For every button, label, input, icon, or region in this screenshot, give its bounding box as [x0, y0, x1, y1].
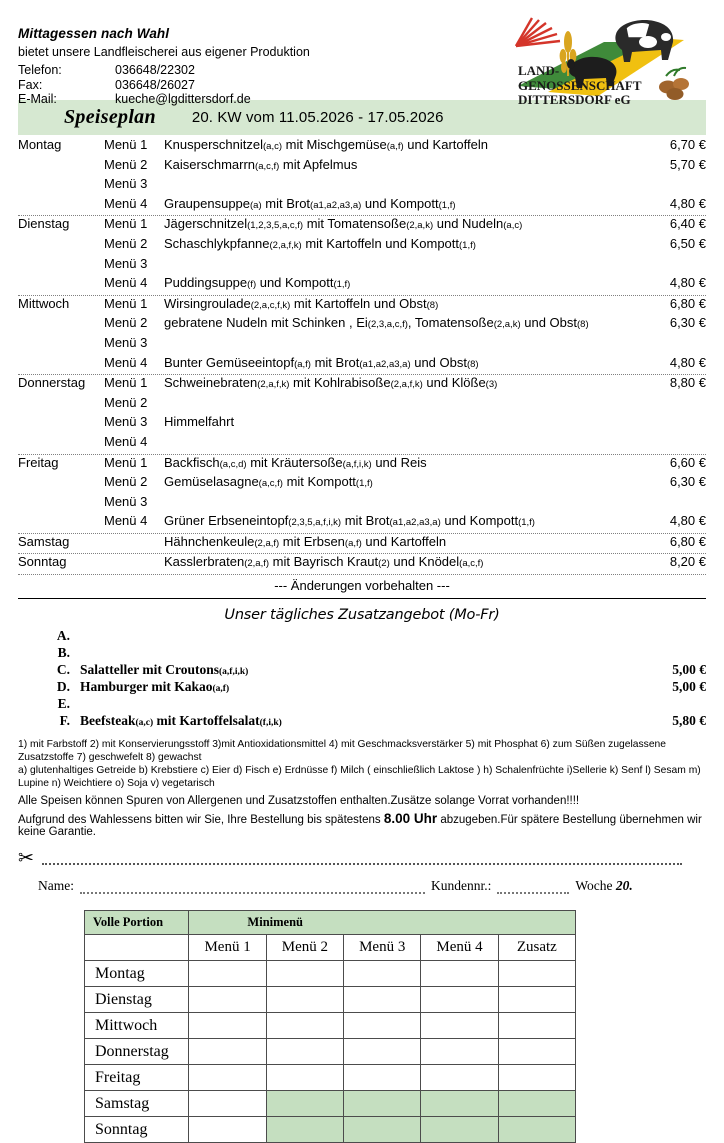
order-header-minimenue: Minimenü	[189, 911, 576, 935]
potatoes-icon	[659, 68, 689, 100]
menu-row	[18, 315, 706, 335]
menu-price: 6,60 €	[669, 454, 706, 470]
menu-row	[18, 355, 706, 375]
dish-text: Backfisch	[164, 454, 220, 470]
menu-number: Menü 4	[104, 195, 148, 211]
sun-rays-icon	[516, 18, 560, 46]
order-cell[interactable]	[266, 987, 343, 1013]
menu-dish	[164, 414, 644, 429]
telefon-value: 036648/22302	[115, 63, 195, 77]
allergen-code: (a)	[250, 199, 262, 211]
table-row	[85, 961, 576, 987]
allergen-code: (2,a,c,f,k)	[250, 299, 291, 311]
document-header	[18, 0, 706, 107]
zusatz-text: Salatteller mit Croutons	[80, 662, 219, 678]
allergen-code: (8)	[426, 299, 439, 311]
zusatz-name	[80, 662, 596, 678]
telefon-label: Telefon:	[18, 63, 62, 77]
cut-line	[18, 848, 706, 872]
dish-text: mit Kartoffeln und Obst	[290, 295, 427, 311]
menu-day-group	[18, 216, 706, 295]
dish-text: Himmelfahrt	[164, 414, 235, 430]
menu-day-name: Sonntag	[18, 554, 67, 570]
menu-number: Menü 3	[104, 493, 148, 509]
zusatz-letter: D.	[56, 679, 70, 695]
dish-text: gebratene Nudeln mit Schinken , Ei	[164, 315, 368, 331]
menu-row	[18, 137, 706, 157]
menu-number: Menü 4	[104, 513, 148, 529]
dish-text: mit Apfelmus	[279, 156, 358, 172]
menu-number: Menü 1	[104, 295, 148, 311]
allergen-code: (2,3,5,a,f,i,k)	[288, 517, 342, 529]
dish-text: und Kartoffeln	[403, 137, 488, 152]
order-cell[interactable]	[189, 1117, 266, 1143]
zusatz-row	[18, 713, 706, 730]
name-label: Name:	[38, 878, 74, 894]
menu-number: Menü 2	[104, 315, 148, 331]
dish-text: Gemüselasagne	[164, 474, 259, 490]
order-cell-disabled	[344, 1091, 421, 1117]
menu-dish	[164, 296, 644, 311]
allergen-code: (2,a,k)	[406, 220, 434, 232]
logo-line-3: DITTERSDORF eG	[518, 92, 631, 107]
menu-dish	[164, 375, 644, 390]
allergen-code: (f,i,k)	[259, 718, 282, 729]
allergen-code: (2,a,k)	[493, 319, 521, 331]
menu-row	[18, 554, 706, 574]
menu-day-name: Montag	[18, 137, 62, 152]
order-cell[interactable]	[421, 1013, 498, 1039]
dish-text: Kaiserschmarrn	[164, 156, 256, 172]
menu-day-name: Donnerstag	[18, 375, 86, 391]
order-table[interactable]	[84, 910, 576, 1143]
table-row	[85, 1013, 576, 1039]
order-table-title-row	[85, 911, 576, 935]
dish-text: Schweinebraten	[164, 375, 258, 391]
menu-day-group	[18, 455, 706, 534]
table-row	[85, 1091, 576, 1117]
order-cell[interactable]	[189, 1039, 266, 1065]
menu-price: 4,80 €	[669, 195, 706, 211]
speiseplan-week: 20. KW vom 11.05.2026 - 17.05.2026	[191, 109, 444, 126]
allergen-code: (3)	[485, 379, 498, 391]
allergen-code: (a,c,f)	[258, 478, 283, 490]
allergen-code: (a,f,i,k)	[219, 667, 249, 678]
dish-text: und Knödel	[389, 554, 460, 570]
allergen-code: (a,f)	[294, 358, 311, 370]
table-row	[85, 1039, 576, 1065]
menu-number: Menü 2	[104, 394, 148, 410]
allergen-code: (1,2,3,5,a,c,f)	[247, 220, 304, 232]
menu-row	[18, 455, 706, 475]
order-column-header: Menü 3	[344, 935, 421, 961]
divider	[18, 598, 706, 599]
allergen-code: (2,a,f)	[244, 558, 270, 570]
menu-price: 5,70 €	[669, 156, 706, 172]
order-cell[interactable]	[189, 1065, 266, 1091]
menu-number: Menü 3	[104, 334, 148, 350]
allergen-code: (2)	[378, 558, 390, 570]
order-table-column-header-row	[85, 935, 576, 961]
zusatz-name	[80, 713, 596, 729]
menu-dish	[164, 236, 644, 251]
order-cell-disabled	[266, 1117, 343, 1143]
order-header-volle-portion: Volle Portion	[85, 911, 189, 935]
menu-dish	[164, 355, 644, 370]
menu-price: 4,80 €	[669, 354, 706, 370]
menu-number: Menü 2	[104, 235, 148, 251]
woche-text: Woche	[575, 878, 616, 894]
order-column-header: Zusatz	[498, 935, 575, 961]
dish-text: und Obst	[410, 354, 467, 370]
order-deadline-warning	[18, 811, 706, 838]
order-row-day: Montag	[85, 961, 189, 987]
allergen-code: (f)	[247, 279, 257, 291]
dish-text: und Kompott	[361, 195, 439, 211]
order-cell[interactable]	[266, 1039, 343, 1065]
menu-price: 6,50 €	[669, 235, 706, 251]
menu-price: 4,80 €	[669, 275, 706, 291]
dish-text: mit Brot	[261, 195, 311, 211]
allergen-code: (a,c)	[135, 718, 154, 729]
allergen-code: (2,a,f,k)	[269, 239, 302, 251]
menu-day-name: Mittwoch	[18, 295, 70, 311]
allergen-code: (2,a,f)	[254, 537, 280, 549]
dish-text: Puddingsuppe	[164, 275, 248, 291]
order-row-day: Donnerstag	[85, 1039, 189, 1065]
order-cell-disabled	[266, 1091, 343, 1117]
menu-number: Menü 3	[104, 176, 148, 192]
order-column-header: Menü 2	[266, 935, 343, 961]
order-row-day: Sonntag	[85, 1117, 189, 1143]
zusatz-row	[18, 645, 706, 662]
email-value[interactable]: kueche@lgdittersdorf.de	[115, 92, 251, 106]
order-form-line	[18, 878, 706, 894]
menu-number: Menü 2	[104, 474, 148, 490]
allergen-code: (a,c,f)	[459, 558, 484, 570]
dish-text: mit Brot	[310, 354, 360, 370]
allergen-code: (a1,a2,a3,a)	[359, 358, 411, 370]
menu-dish	[164, 216, 644, 231]
dish-text: Wirsingroulade	[164, 295, 251, 311]
menu-price: 8,20 €	[669, 554, 706, 570]
order-cell[interactable]	[344, 1013, 421, 1039]
allergen-code: (a,c)	[263, 141, 282, 152]
allergen-code: (a,c)	[503, 220, 523, 232]
zusatz-text: Hamburger mit Kakao	[80, 679, 213, 695]
allergen-code: (a,f)	[386, 141, 404, 152]
table-row	[85, 1065, 576, 1091]
allergen-code: (1,f)	[438, 199, 456, 211]
order-row-day: Mittwoch	[85, 1013, 189, 1039]
deadline-time: 8.00 Uhr	[383, 811, 438, 827]
order-cell[interactable]	[344, 987, 421, 1013]
menu-price: 6,80 €	[669, 295, 706, 311]
menu-number: Menü 2	[104, 156, 148, 172]
zusatz-price: 5,00 €	[672, 662, 706, 678]
kundennr-input[interactable]	[497, 881, 569, 894]
menu-price: 6,30 €	[669, 315, 706, 331]
order-cell[interactable]	[421, 1065, 498, 1091]
fax-value: 036648/26027	[115, 77, 195, 92]
allergen-code: (1,f)	[333, 279, 351, 291]
menu-day-group	[18, 137, 706, 216]
allergen-code: (a1,a2,a3,a)	[389, 517, 441, 529]
zusatz-row	[18, 679, 706, 696]
menu-row	[18, 236, 706, 256]
allergen-code: (1,f)	[355, 478, 373, 490]
logo-line-1: LAND-	[518, 63, 560, 78]
zusatz-row	[18, 696, 706, 713]
dish-text: und Obst	[520, 315, 577, 331]
order-cell[interactable]	[498, 1065, 575, 1091]
allergen-code: (1,f)	[459, 239, 476, 251]
order-cell[interactable]	[189, 1013, 266, 1039]
order-cell[interactable]	[266, 1013, 343, 1039]
dish-text: , Tomatensoße	[407, 315, 494, 331]
dish-text: mit Kompott	[282, 474, 356, 490]
cut-dashes	[42, 863, 682, 865]
dish-text: mit Kohlrabisoße	[289, 375, 391, 391]
kundennr-label: Kundennr.:	[431, 878, 492, 894]
table-row	[85, 1117, 576, 1143]
dish-text: mit Tomatensoße	[303, 216, 407, 232]
dish-text: mit Kräutersoße	[246, 454, 343, 470]
dish-text: Jägerschnitzel	[164, 216, 248, 232]
order-cell-disabled	[344, 1117, 421, 1143]
dish-text: Knusperschnitzel	[164, 137, 263, 152]
menu-number: Menü 4	[104, 275, 148, 291]
menu-row	[18, 296, 706, 316]
menu-dish	[164, 554, 644, 569]
additive-numbers-note: 1) mit Farbstoff 2) mit Konservierungsstoff 3)mit Antioxidationsmittel 4) mit Geschmacksverstärker 5) mit Phosphat 6) zum Süßen zugelassene Zusatzstoffe 7) geschwefelt 8) gewachst	[18, 739, 666, 763]
zusatz-price: 5,80 €	[672, 713, 706, 729]
order-cell-disabled	[421, 1091, 498, 1117]
dish-text: mit Mischgemüse	[282, 137, 387, 152]
menu-row	[18, 216, 706, 236]
dish-text: und Reis	[371, 454, 427, 470]
menu-row	[18, 176, 706, 196]
company-logo	[508, 12, 704, 108]
order-cell[interactable]	[266, 1065, 343, 1091]
allergen-code: (a,c,d)	[219, 458, 247, 470]
order-column-header: Menü 1	[189, 935, 266, 961]
menu-day-name: Dienstag	[18, 216, 70, 232]
zusatz-price: 5,00 €	[672, 679, 706, 695]
dish-text: mit Kartoffeln und Kompott	[301, 235, 460, 251]
dish-text: und Kompott	[256, 275, 334, 291]
menu-dish	[164, 275, 644, 290]
dish-text: und Klöße	[422, 375, 486, 391]
order-cell[interactable]	[498, 961, 575, 987]
dish-text: Kasslerbraten	[164, 554, 245, 570]
zusatz-name	[80, 679, 596, 695]
traces-warning: Alle Speisen können Spuren von Allergenen und Zusatzstoffen enthalten.Zusätze solange Vorrat vorhanden!!!!	[18, 795, 580, 808]
order-row-day: Freitag	[85, 1065, 189, 1091]
order-cell[interactable]	[344, 961, 421, 987]
dish-text: und Kompott	[440, 513, 519, 529]
order-column-header	[85, 935, 189, 961]
dish-text: mit Erbsen	[279, 533, 345, 549]
changes-note: --- Änderungen vorbehalten ---	[274, 578, 450, 594]
dish-text: und Kartoffeln	[361, 533, 447, 549]
page-title: Mittagessen nach Wahl	[18, 26, 170, 41]
deadline-pre: Aufgrund des Wahlessens bitten wir Sie, Ihre Bestellung bis spätestens	[18, 814, 384, 827]
menu-row	[18, 494, 706, 514]
allergen-code: (8)	[577, 319, 589, 331]
order-row-day: Dienstag	[85, 987, 189, 1013]
menu-dish	[164, 196, 644, 211]
allergen-code: (a,f)	[344, 537, 362, 549]
menu-dish	[164, 534, 644, 549]
order-cell[interactable]	[498, 987, 575, 1013]
menu-day-group	[18, 554, 706, 575]
allergen-notes	[18, 739, 706, 790]
menu-list	[18, 137, 706, 575]
menu-price: 4,80 €	[669, 513, 706, 529]
order-cell[interactable]	[189, 987, 266, 1013]
allergen-code: (a,f,i,k)	[342, 458, 372, 470]
zusatz-row	[18, 662, 706, 679]
order-column-header: Menü 4	[421, 935, 498, 961]
name-input[interactable]	[80, 881, 425, 894]
menu-row	[18, 395, 706, 415]
order-cell-disabled	[498, 1091, 575, 1117]
menu-number: Menü 1	[104, 375, 148, 391]
zusatz-letter: A.	[56, 628, 70, 644]
logo-line-2: GENOSSENSCHAFT	[518, 78, 642, 93]
menu-number: Menü 1	[104, 454, 148, 470]
menu-row	[18, 275, 706, 295]
order-cell-disabled	[498, 1117, 575, 1143]
menu-row	[18, 335, 706, 355]
menu-dish	[164, 315, 644, 330]
dish-text: Graupensuppe	[164, 195, 251, 211]
dish-text: Hähnchenkeule	[164, 533, 255, 549]
menu-row	[18, 157, 706, 177]
order-cell[interactable]	[266, 961, 343, 987]
menu-dish	[164, 157, 644, 172]
dish-text: Grüner Erbseneintopf	[164, 513, 289, 529]
allergen-code: (1,f)	[518, 517, 535, 529]
allergen-code: (a,f)	[212, 684, 230, 695]
order-row-day: Samstag	[85, 1091, 189, 1117]
woche-label	[575, 878, 632, 894]
menu-number: Menü 1	[104, 216, 148, 232]
menu-number: Menü 3	[104, 414, 148, 430]
menu-day-name: Samstag	[18, 533, 70, 549]
menu-price: 6,80 €	[669, 533, 706, 549]
zusatz-letter: C.	[56, 662, 70, 678]
zusatz-letter: F.	[59, 713, 70, 729]
menu-number: Menü 1	[104, 137, 148, 152]
menu-number: Menü 3	[104, 255, 148, 271]
menu-row	[18, 414, 706, 434]
menu-row	[18, 256, 706, 276]
order-cell[interactable]	[421, 1039, 498, 1065]
menu-dish	[164, 474, 644, 489]
order-cell[interactable]	[498, 1013, 575, 1039]
allergen-code: (8)	[466, 358, 479, 370]
zusatz-text: Beefsteak	[80, 713, 136, 729]
order-cell[interactable]	[421, 961, 498, 987]
menu-row	[18, 474, 706, 494]
table-row	[85, 987, 576, 1013]
email-label: E-Mail:	[18, 92, 57, 106]
order-cell-disabled	[421, 1117, 498, 1143]
dish-text: mit Bayrisch Kraut	[269, 554, 379, 570]
dish-text: Bunter Gemüseeintopf	[164, 354, 295, 370]
menu-dish	[164, 137, 644, 152]
menu-row	[18, 196, 706, 216]
order-cell[interactable]	[344, 1065, 421, 1091]
zusatz-list	[18, 628, 706, 730]
fax-label: Fax:	[18, 77, 43, 92]
allergen-letters-note: a) glutenhaltiges Getreide b) Krebstiere c) Eier d) Fisch e) Erdnüsse f) Milch ( einschließlich Laktose ) h) Schalenfrüchte i)Sellerie k) Senf l) Sesam m) Lupine n) Weichtiere o) Soja v) vegetarisch	[18, 765, 701, 789]
order-cell[interactable]	[498, 1039, 575, 1065]
allergen-code: (2,a,f,k)	[257, 379, 290, 391]
menu-price: 8,80 €	[669, 375, 706, 391]
menu-number: Menü 4	[104, 354, 148, 370]
deadline-post: abzugeben.Für spätere Bestellung übernehmen wir keine Garantie.	[18, 814, 702, 839]
menu-row	[18, 534, 706, 554]
menu-price: 6,30 €	[669, 474, 706, 490]
menu-day-group	[18, 296, 706, 375]
zusatz-text: mit Kartoffelsalat	[153, 713, 260, 729]
scissors-icon: ✂	[18, 848, 34, 870]
order-cell[interactable]	[344, 1039, 421, 1065]
menu-price: 6,40 €	[669, 216, 706, 232]
allergen-code: (a,c,f)	[255, 160, 280, 172]
allergen-code: (2,a,f,k)	[390, 379, 423, 391]
menu-dish	[164, 455, 644, 470]
menu-day-group	[18, 534, 706, 555]
zusatz-title: Unser tägliches Zusatzangebot (Mo-Fr)	[224, 607, 500, 624]
zusatz-letter: B.	[57, 645, 70, 661]
woche-value: 20.	[615, 878, 633, 894]
menu-number: Menü 4	[104, 433, 148, 449]
dish-text: Schaschlykpfanne	[164, 235, 270, 251]
menu-price: 6,70 €	[669, 137, 706, 152]
order-cell[interactable]	[189, 961, 266, 987]
zusatz-letter: E.	[57, 696, 70, 712]
menu-day-group	[18, 375, 706, 454]
menu-dish	[164, 513, 644, 528]
dish-text: und Nudeln	[433, 216, 504, 232]
dish-text: mit Brot	[341, 513, 390, 529]
allergen-code: (a1,a2,a3,a)	[310, 199, 362, 211]
order-cell[interactable]	[421, 987, 498, 1013]
allergen-code: (2,3,a,c,f)	[367, 319, 408, 331]
menu-row	[18, 434, 706, 454]
order-cell[interactable]	[189, 1091, 266, 1117]
menu-row	[18, 375, 706, 395]
zusatz-row	[18, 628, 706, 645]
header-subtitle: bietet unsere Landfleischerei aus eigener Produktion	[18, 45, 310, 59]
menu-day-name: Freitag	[18, 454, 59, 470]
speiseplan-title: Speiseplan	[64, 106, 156, 128]
menu-row	[18, 513, 706, 533]
